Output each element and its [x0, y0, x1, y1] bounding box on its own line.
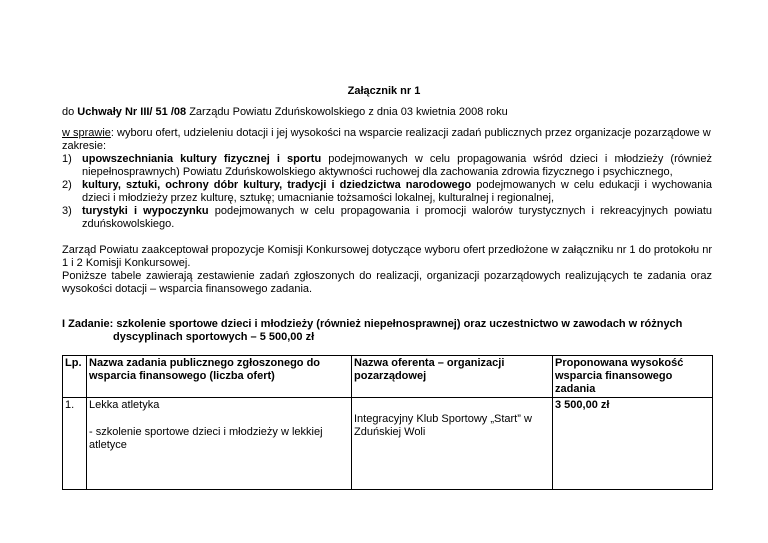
- scope-item-number: 3): [62, 205, 72, 217]
- row-organization: [352, 398, 553, 490]
- row-organization-spacer: [354, 399, 550, 413]
- resolution-line: [62, 106, 742, 119]
- row-task-spacer: [89, 412, 349, 426]
- table-header-row: [63, 356, 713, 398]
- scope-item-number: 1): [62, 153, 72, 165]
- row-amount: 3 500,00 zł: [553, 398, 713, 490]
- header-lp: Lp.: [63, 356, 87, 398]
- header-organization: Nazwa oferenta – organizacji pozarządowej: [352, 356, 553, 398]
- page-title: Załącznik nr 1: [347, 85, 421, 97]
- task-heading-line1: I Zadanie: szkolenie sportowe dzieci i młodzieży (również niepełnosprawnej) oraz uczestnictwo w zawodach w różnych: [62, 318, 683, 330]
- matter-text: : wyboru ofert, udzieleniu dotacji i jej wysokości na wsparcie realizacji zadań publicznych przez organizacje pozarządowe w zakresie:: [62, 127, 711, 152]
- row-task-detail: - szkolenie sportowe dzieci i młodzieży w lekkiej atletyce: [89, 426, 323, 451]
- scope-item-1: [62, 153, 712, 179]
- header-task-name: Nazwa zadania publicznego zgłoszonego do wsparcia finansowego (liczba ofert): [87, 356, 352, 398]
- scope-item-text: podejmowanych w celu edukacji i wychowania dzieci i młodzieży przez kulturę, sztukę; umacnianie tożsamości lokalnej, kulturalnej i regionalnej,: [82, 179, 712, 204]
- matter-paragraph: [62, 127, 717, 153]
- scope-item-2: [62, 179, 712, 205]
- row-organization-name: Integracyjny Klub Sportowy „Start” w Zduńskiej Woli: [354, 413, 532, 438]
- scope-item-text: podejmowanych w celu propagowania wśród dzieci i młodzieży (również niepełnosprawnych) Powiatu Zduńskowolskiego aktywności ruchowej dla zachowania zdrowia fizycznego i psychicznego,: [82, 153, 712, 178]
- row-task: [87, 398, 352, 490]
- paragraph-acceptance: Zarząd Powiatu zaakceptował propozycje Komisji Konkursowej dotyczące wyboru ofert przedłożone w załączniku nr 1 do protokołu nr 1 i 2 Komisji Konkursowej.: [62, 244, 712, 269]
- scope-item-number: 2): [62, 179, 72, 191]
- matter-label: w sprawie: [62, 127, 111, 139]
- table-row: [63, 398, 713, 490]
- scope-item-bold: upowszechniania kultury fizycznej i sportu: [82, 153, 322, 165]
- scope-list: [62, 153, 712, 231]
- row-task-title: Lekka atletyka: [89, 399, 160, 411]
- header-amount: Proponowana wysokość wsparcia finansowego zadania: [553, 356, 713, 398]
- grants-table: [62, 355, 713, 490]
- resolution-number: Uchwały Nr III/ 51 /08: [77, 106, 187, 118]
- resolution-prefix: do: [62, 106, 78, 118]
- row-lp: 1.: [63, 398, 87, 490]
- scope-item-3: [62, 205, 712, 231]
- scope-item-text: podejmowanych w celu propagowania i promocji walorów turystycznych i rekreacyjnych powiatu zduńskowolskiego.: [82, 205, 712, 230]
- task-heading-line2: dyscyplinach sportowych – 5 500,00 zł: [113, 331, 315, 343]
- scope-item-bold: turystyki i wypoczynku: [82, 205, 209, 217]
- paragraph-summary: Poniższe tabele zawierają zestawienie zadań zgłoszonych do realizacji, organizacji pozarządowych realizujących te zadania oraz wysokości dotacji – wsparcia finansowego zadania.: [62, 270, 712, 295]
- scope-item-bold: kultury, sztuki, ochrony dóbr kultury, tradycji i dziedzictwa narodowego: [82, 179, 472, 191]
- resolution-suffix: Zarządu Powiatu Zduńskowolskiego z dnia 03 kwietnia 2008 roku: [186, 106, 508, 118]
